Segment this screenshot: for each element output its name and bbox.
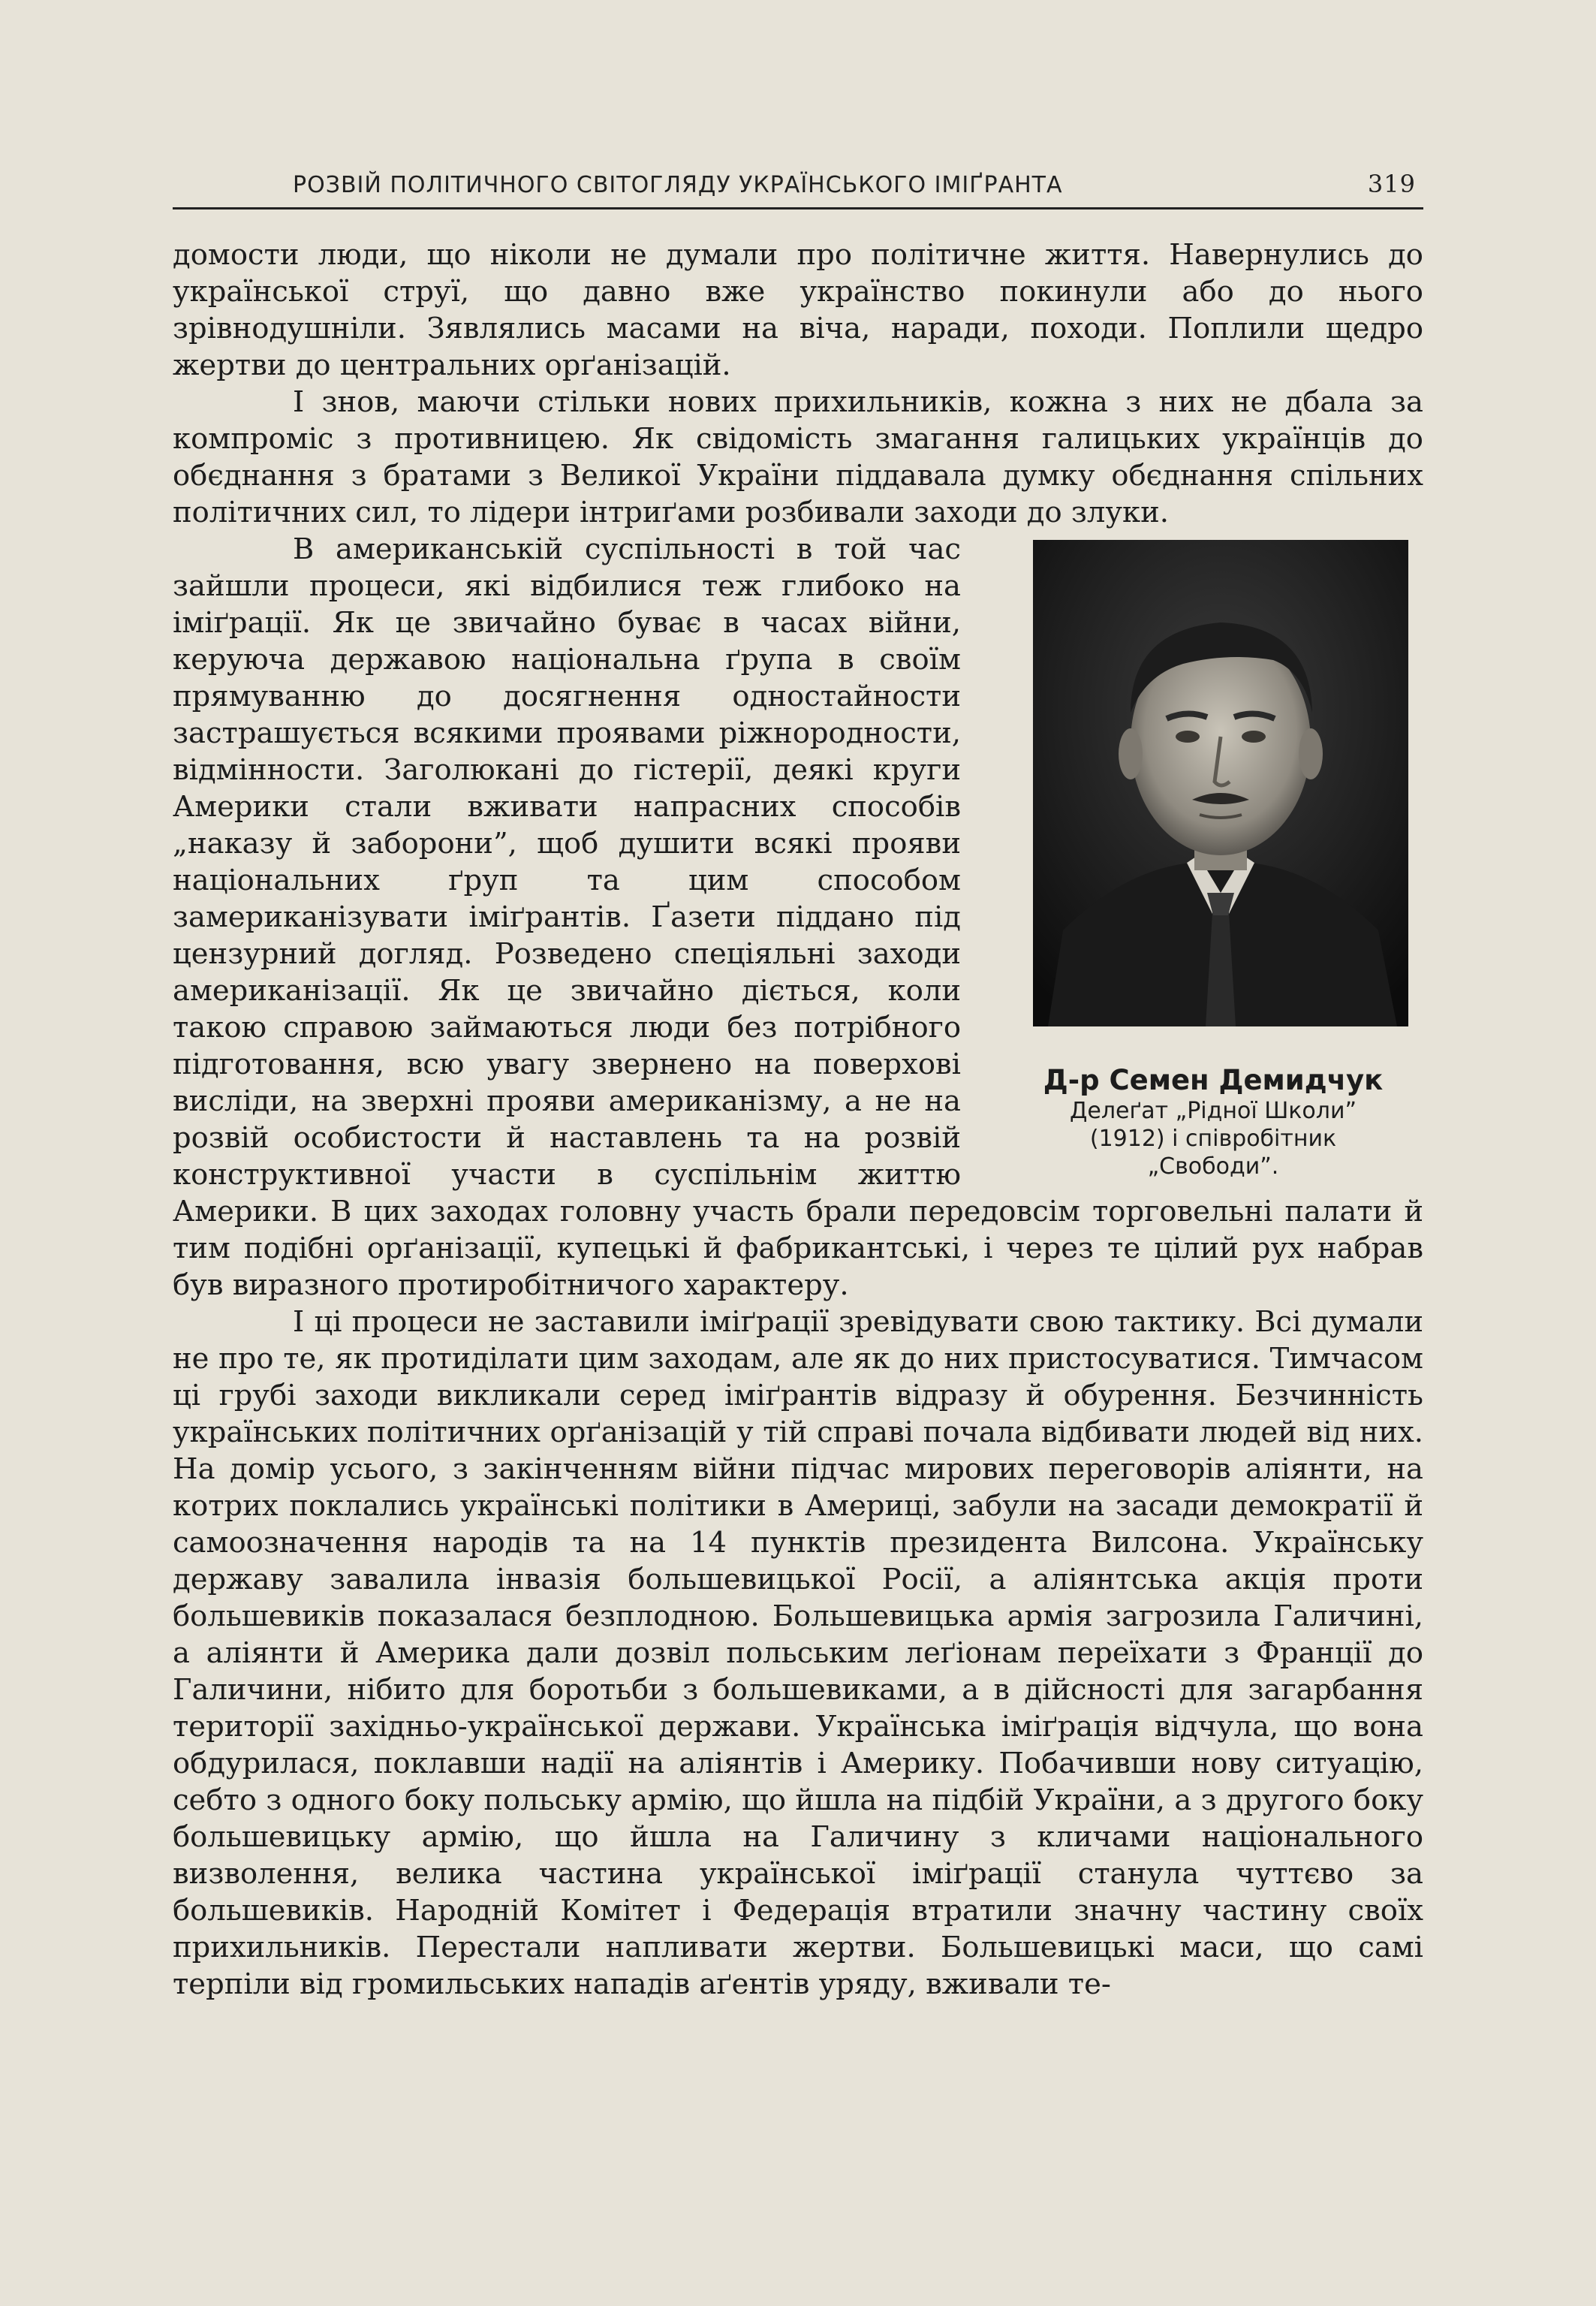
running-title: РОЗВІЙ ПОЛІТИЧНОГО СВІТОГЛЯДУ УКРАЇНСЬКОГО ІМІҐРАНТА [293, 172, 1063, 198]
page-number: 319 [1367, 170, 1416, 198]
paragraph-continued: домости люди, що ніколи не думали про політичне життя. Навернулись до української струї, що давно вже українство покинули або до нього зрівнодушніли. Зявлялись масами на віча, наради, походи. Поплили щедро жертви до центральних орґанізацій. [173, 238, 1423, 382]
caption-name: Д-р Семен Демидчук [1043, 1064, 1384, 1096]
paragraph: В американській суспільності в той час зайшли процеси, які відбилися теж глибоко на іміґрації. Як це звичайно буває в часах війни, керуюча державою національна ґрупа в своїм прямуванню до досягнення одностайности застрашується всякими проявами ріжнородности, відмінности. Заголюкані до гістерії, деякі круги Америки стали вживати напрасних способів „наказу й заборони”, щоб душити всякі прояви національних ґруп та цим способом замериканізувати іміґрантів. Ґазети піддано під цензурний догляд. Розведено спеціяльні заходи американізації. Як це звичайно діється, коли такою справою займаються люди без потрібного підготовання, всю увагу звернено на поверхові висліди, на зверхні прояви американізму, а не на розвій особистости й наставлень та на розвій конструктивної участи в суспільнім життю Америки. В цих заходах головну участь брали передовсім торговельні палати й тим подібні орґанізації, купецькі й фабрикантські, і через те цілий рух набрав був виразного протиробітничого характеру. [173, 532, 1423, 1302]
page-content [173, 170, 1423, 2003]
paragraph: І ці процеси не заставили іміґрації зревідувати свою тактику. Всі думали не про те, як протиділати цим заходам, але як до них пристосуватися. Тимчасом ці грубі заходи викликали серед іміґрантів відразу й обурення. Безчинність українських політичних орґанізацій у тій справі почала відбивати людей від них. На домір усього, з закінченням війни підчас мирових переговорів аліянти, на котрих поклались українські політики в Америці, забули на засади демократії й самоозначення народів та на 14 пунктів президента Вилсона. Українську державу завалила інвазія большевицької Росії, а аліянтська акція проти большевиків показалася безплодною. Большевицька армія загрозила Галичині, а аліянти й Америка дали дозвіл польським леґіонам переїхати з Франції до Галичини, нібито для боротьби з большевиками, а в дійсності для загарбання території західньо-української держави. Українська іміґрація відчула, що вона обдурилася, поклавши надії на аліянтів і Америку. Побачивши нову ситуацію, себто з одного боку польську армію, що йшла на підбій України, а з другого боку большевицьку армію, що йшла на Галичину з кличами національного визволення, велика частина української іміґрації станула чуттєво за большевиків. Народній Комітет і Федерація втратили значну частину своїх прихильників. Перестали напливати жертви. Большевицькі маси, що самі терпіли від громильських нападів аґентів уряду, вживали те- [173, 1305, 1423, 2001]
caption-line: Делеґат „Рідної Школи” [1069, 1098, 1357, 1124]
caption-line: „Свободи”. [1147, 1153, 1279, 1180]
portrait-photo [1033, 540, 1408, 1026]
paragraph: І знов, маючи стільки нових прихильників, кожна з них не дбала за компроміс з противницею. Як свідомість змагання галицьких українців до обєднання з братами з Великої України піддавала думку обєднання спільних політичних сил, то лідери інтриґами розбивали заходи до злуки. [173, 385, 1423, 529]
caption-line: (1912) і співробітник [1089, 1126, 1337, 1152]
portrait-photo-drawing [1033, 540, 1408, 1026]
running-header [173, 170, 1423, 209]
body-text [173, 237, 1423, 2003]
portrait-figure [1003, 540, 1423, 1180]
